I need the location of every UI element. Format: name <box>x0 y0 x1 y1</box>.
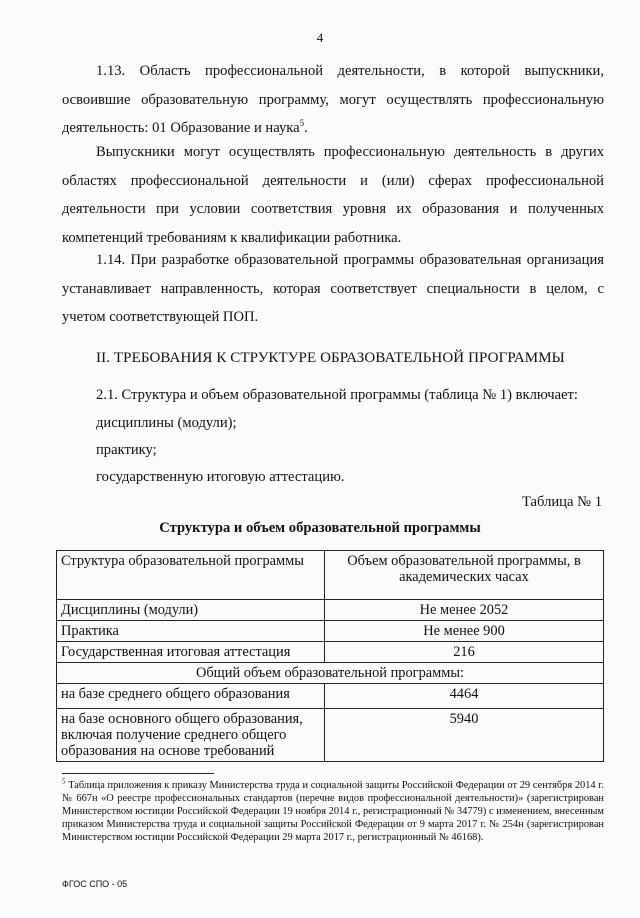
table-caption: Структура и объем образовательной программы <box>159 520 481 536</box>
footnote-divider <box>62 773 214 774</box>
paragraph-1-14: 1.14. При разработке образовательной программы образовательная организация устанавливает направленность, которая соответствует специальности в целом, с учетом соответствующей ПОП. <box>62 252 604 326</box>
paragraph-1-13 <box>62 57 604 143</box>
table-total-header: Общий объем образовательной программы: <box>57 663 604 684</box>
table-header-row <box>57 551 604 600</box>
footnote-text: Таблица приложения к приказу Министерства труда и социальной защиты Российской Федерации от 29 сентября 2014 г. № 667н «О реестре профессиональных стандартов (перечне видов профессиональной деятельности)» (зарегистрирован Министерством юстиции Российской Федерации 19 ноября 2014 г., регистрационный № 34779) с изменением, внесенным приказом Министерства труда и социальной защиты Российской Федерации от 9 марта 2017 г. № 254н (зарегистрирован Министерством юстиции Российской Федерации 29 марта 2017 г., регистрационный № 46168). <box>62 780 604 844</box>
table-cell-label: Дисциплины (модули) <box>57 600 325 621</box>
paragraph-1-13-end: . <box>304 120 308 137</box>
footnote <box>62 779 604 844</box>
list-item-disciplines: дисциплины (модули); <box>96 415 237 431</box>
table-cell-value: Не менее 900 <box>325 621 604 642</box>
document-code: ФГОС СПО - 05 <box>62 879 128 889</box>
table-cell-label: на базе основного общего образования, включая получение среднего общего образования на основе требований <box>57 709 325 762</box>
table-label: Таблица № 1 <box>522 494 602 510</box>
paragraph-2-1: 2.1. Структура и объем образовательной программы (таблица № 1) включает: <box>96 387 578 403</box>
table-total-header-row <box>57 663 604 684</box>
table-row <box>57 709 604 762</box>
paragraph-graduates: Выпускники могут осуществлять профессиональную деятельность в других областях профессиональной деятельности и (или) сферах профессиональной деятельности при условии соответствия уровня их образования и полученных компетенций требованиям к квалификации работника. <box>62 144 604 246</box>
page-number: 4 <box>316 30 324 45</box>
footnote-ref: 5 <box>299 118 305 129</box>
table-cell-value: Не менее 2052 <box>325 600 604 621</box>
table-row <box>57 642 604 663</box>
table-cell-value: 4464 <box>325 684 604 709</box>
table-row <box>57 600 604 621</box>
structure-table <box>56 550 604 762</box>
list-item-practice: практику; <box>96 442 157 458</box>
footnote-marker: 5 <box>62 777 66 786</box>
table-cell-value: 216 <box>325 642 604 663</box>
table-row <box>57 684 604 709</box>
table-cell-label: на базе среднего общего образования <box>57 684 325 709</box>
table-cell-value: 5940 <box>325 709 604 762</box>
table-cell-label: Практика <box>57 621 325 642</box>
section-heading: II. ТРЕБОВАНИЯ К СТРУКТУРЕ ОБРАЗОВАТЕЛЬНОЙ ПРОГРАММЫ <box>96 350 565 366</box>
paragraph-1-13-text: 1.13. Область профессиональной деятельности, в которой выпускники, освоившие образовательную программу, могут осуществлять профессиональную деятельность: 01 Образование и наука <box>62 63 604 137</box>
table-header-volume: Объем образовательной программы, в академических часах <box>325 551 604 600</box>
table-header-structure: Структура образовательной программы <box>57 551 325 600</box>
table-row <box>57 621 604 642</box>
table-cell-label: Государственная итоговая аттестация <box>57 642 325 663</box>
list-item-attestation: государственную итоговую аттестацию. <box>96 469 345 485</box>
